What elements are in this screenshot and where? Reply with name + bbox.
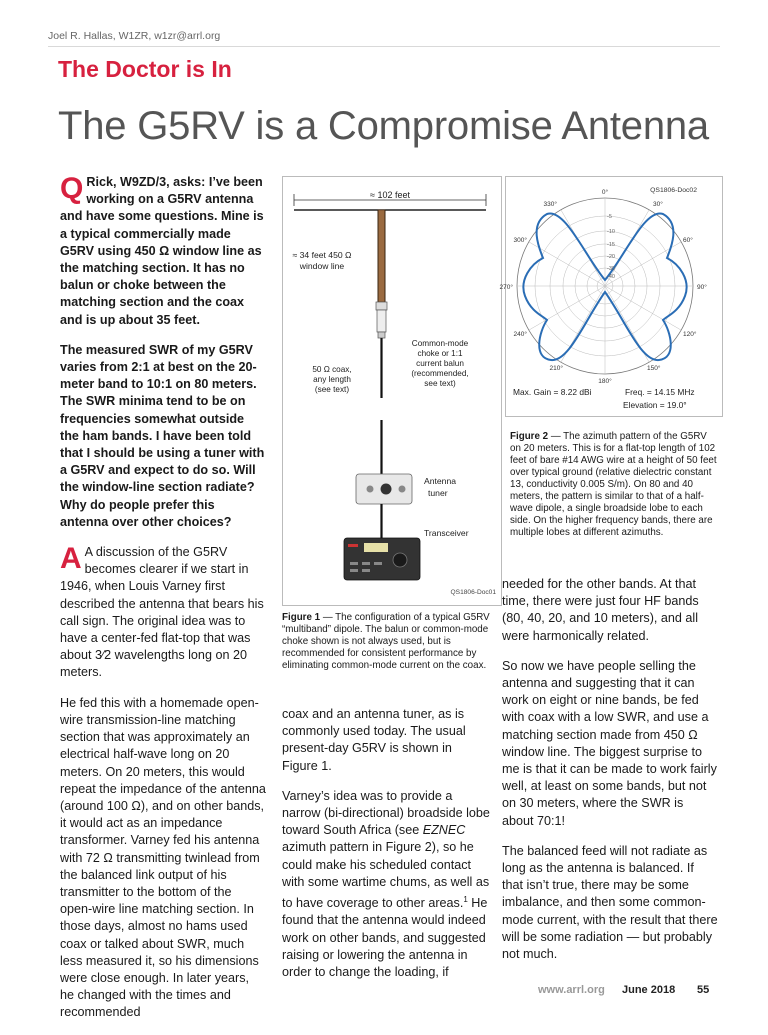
angle-330: 330° <box>543 201 557 208</box>
angle-150: 150° <box>647 365 661 372</box>
page-number: 55 <box>697 984 710 996</box>
column-2 <box>282 706 490 994</box>
angle-270: 270° <box>499 284 513 291</box>
answer-paragraph-1: A A discussion of the G5RV becomes clearer if we start in 1946, when Louis Varney first described the antenna that bears his call sign. The original idea was to have a center-fed flat-top that was about 3⁄2 wavelengths long on 20 meters. <box>60 542 264 680</box>
angle-120: 120° <box>683 331 697 338</box>
figure-1-caption: Figure 1 — The configuration of a typical G5RV “multiband” dipole. The balun or common-mode choke shown is not always used, but is recommended for consistent performance by eliminating common-mode current on the coax. <box>282 612 490 671</box>
coax-label-3: (see text) <box>314 385 350 394</box>
angle-180: 180° <box>598 378 612 385</box>
header-rule <box>48 46 720 47</box>
author-byline: Joel R. Hallas, W1ZR, w1zr@arrl.org <box>48 30 221 42</box>
column-2-paragraph-2: Varney’s idea was to provide a narrow (bi-directional) broadside lobe toward South Africa (see EZNEC azimuth pattern in Figure 2), so he could make his scheduled contact with some wartime chums, as well as to have coverage to other areas.$^1$ He found that the antenna would indeed work on other bands, and suggested raising or lowering the antenna in order to change the loading, if <box>282 788 490 980</box>
figure-2 <box>499 176 723 424</box>
choke-label-2: choke or 1:1 <box>417 349 463 358</box>
elevation-label: Elevation = 19.0° <box>623 400 687 410</box>
figure-2-caption: Figure 2 — The azimuth pattern of the G5RV on 20 meters. This is for a flat-top length of 102 feet of bare #14 AWG wire at a height of 50 feet over typical ground (relative dielectric constant 13, conductivity 0.005 S/m). On 80 and 40 meters, the pattern is similar to that of a half-wave dipole, a single broadside lobe to each side. On the higher frequency bands, there are multiple lobes at different azimuths. <box>510 431 717 538</box>
choke-label-5: see text) <box>424 379 456 388</box>
footer-date: June 2018 <box>622 984 676 996</box>
figure-2-doc-id: QS1806-Doc02 <box>650 187 697 194</box>
column-2-paragraph-1: coax and an antenna tuner, as is commonly used today. The usual present-day G5RV is shown in Figure 1. <box>282 707 466 773</box>
column-3-paragraph-3: The balanced feed will not radiate as long as the antenna is balanced. If that isn’t true, there may be some imbalance, and then some common-mode current, with the result that there will be some radiation — but probably not much. <box>502 843 718 962</box>
angle-60: 60° <box>683 237 693 244</box>
window-line-label-2: window line <box>299 261 345 271</box>
column-3-paragraph-1: needed for the other bands. At that time, there were just four HF bands (80, 40, 20, and 10 meters), and all were harmonically related. <box>502 577 699 643</box>
figure-2-polar-plot <box>499 176 723 424</box>
answer-paragraph-2: He fed this with a homemade open-wire transmission-line matching section that was approximately an electrical half-wave long on 20 meters. On 20 meters, this would repeat the impedance of the antenna (around 100 Ω), and on other bands, it would act as an impedance transformer. Varney fed his antenna with 72 Ω transmitting twinlead from the balanced link output of his transmitter to the bottom of the open-wire line matching section. In those days, almost no hams used coax or talked about SWR, much less measured it, so his dimensions were close enough. In later years, he changed with the times and recommended <box>60 695 266 1020</box>
tuner-label-2: tuner <box>428 488 448 498</box>
footer-url: www.arrl.org <box>538 984 605 996</box>
figure-1-doc-id: QS1806-Doc01 <box>450 589 496 596</box>
ring-label-2: -10 <box>607 229 615 235</box>
angle-300: 300° <box>513 237 527 244</box>
column-3 <box>502 576 718 976</box>
column-1 <box>60 174 266 1035</box>
drop-cap-a: A <box>60 542 82 576</box>
ring-label-1: -5 <box>607 214 612 220</box>
drop-cap-q: Q <box>60 172 84 205</box>
window-line-label-1: ≈ 34 feet 450 Ω <box>292 250 352 260</box>
article-title: The G5RV is a Compromise Antenna <box>58 104 709 148</box>
coax-label-1: 50 Ω coax, <box>312 365 352 374</box>
ring-label-3: -15 <box>607 242 615 248</box>
frequency-label: Freq. = 14.15 MHz <box>625 387 695 397</box>
angle-30: 30° <box>653 201 663 208</box>
choke-label-3: current balun <box>416 359 464 368</box>
question-paragraph-2: The measured SWR of my G5RV varies from 2:1 at best on the 20-meter band to 10:1 on 80 meters. The SWR minima tend to be on frequencies somewhat outside the ham bands. I have been told that I should be using a tuner with a G5RV and expect to do so. Will the window-line section radiate? Why do people prefer this antenna over other choices? <box>60 342 265 529</box>
angle-210: 210° <box>549 365 563 372</box>
transceiver-label: Transceiver <box>424 528 469 538</box>
max-gain-label: Max. Gain = 8.22 dBi <box>513 387 592 397</box>
ring-label-4: -20 <box>607 254 615 260</box>
figure-1 <box>282 176 502 671</box>
column-3-paragraph-2: So now we have people selling the antenna and suggesting that it can work on eight or nine bands, be fed with coax with a low SWR, and use a matching section made from 450 Ω window line. The biggest surprise to me is that it can be made to work fairly well, at least on some bands, but not on 30 meters, where the SWR is about 70:1! <box>502 658 717 828</box>
tuner-label-1: Antenna <box>424 476 457 486</box>
flat-top-label: ≈ 102 feet <box>370 190 410 200</box>
column-name: The Doctor is In <box>58 56 232 82</box>
figure-1-diagram <box>282 176 502 606</box>
choke-label-4: (recommended, <box>411 369 469 378</box>
question-paragraph-1: Q Rick, W9ZD/3, asks: I’ve been working on a G5RV antenna and have some questions. Mine is a typical commercially made G5RV using 450 Ω window line as the matching section. It has no balun or choke between the matching section and the coax and is up about 35 feet. <box>60 172 264 327</box>
angle-240: 240° <box>513 331 527 338</box>
angle-0: 0° <box>601 189 609 196</box>
coax-label-2: any length <box>313 375 351 384</box>
ring-label-6: -40 <box>607 274 615 280</box>
ring-label-5: -30 <box>607 266 615 272</box>
angle-90: 90° <box>697 284 707 291</box>
choke-label-1: Common-mode <box>411 339 469 348</box>
